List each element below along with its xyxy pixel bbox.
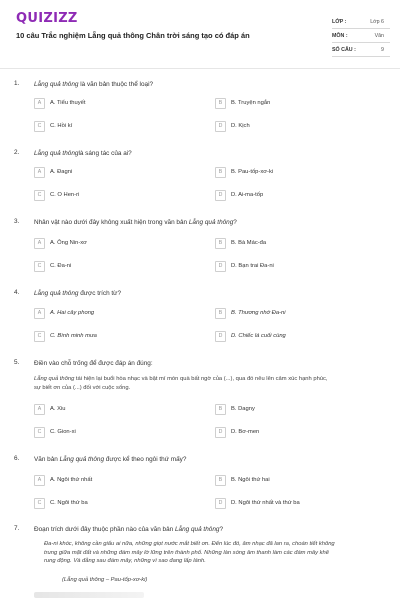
option-text: C. Ngôi thứ ba <box>50 500 88 506</box>
prompt-title: Lẵng quả thông <box>34 81 79 88</box>
prompt-title: Lẵng quả thông <box>188 219 234 226</box>
prompt-title: Lẵng quả thông <box>59 456 105 463</box>
option-b[interactable] <box>215 475 365 487</box>
excerpt-line-2: trung giữa mặt đất và những đám mây lờ lững trên thành phố. Những làn sóng âm thanh làm các đám mây khẽ <box>44 549 330 556</box>
quizizz-logo: QUIZIZZ <box>16 11 78 26</box>
option-letter-box: A <box>34 475 45 486</box>
option-letter-box: C <box>34 498 45 509</box>
option-letter-box: D <box>215 190 226 201</box>
option-letter-box: B <box>215 238 226 249</box>
option-a[interactable] <box>34 404 184 416</box>
question-number: 3. <box>14 218 20 225</box>
question-prompt <box>34 80 384 89</box>
option-text: D. Kịch <box>231 123 250 129</box>
document-title: 10 câu Trắc nghiệm Lẵng quả thông Chân trời sáng tạo có đáp án <box>16 31 250 40</box>
option-text: C. Bình minh mưa <box>50 333 97 339</box>
question-prompt <box>34 218 384 227</box>
meta-grade-label: LỚP : <box>332 19 347 25</box>
question-number: 6. <box>14 455 20 462</box>
option-b[interactable] <box>215 167 365 179</box>
question-prompt <box>34 149 384 158</box>
option-letter-box: C <box>34 427 45 438</box>
option-text: A. Xiu <box>50 406 66 412</box>
option-text: A. Ông Nin-xơ <box>50 240 87 246</box>
option-letter-box: C <box>34 331 45 342</box>
prompt-text: Đoạn trích dưới đây thuộc phần nào của văn bản <box>34 526 175 533</box>
option-letter-box: A <box>34 98 45 109</box>
option-b[interactable] <box>215 98 365 110</box>
option-text: C. O Hen-ri <box>50 192 80 198</box>
option-text: D. Bơ-men <box>231 429 260 435</box>
header-divider <box>0 68 400 69</box>
meta-grade <box>332 16 390 29</box>
prompt-text-end: ? <box>219 526 223 533</box>
option-text: C. Gion-xi <box>50 429 76 435</box>
prompt-title: Lẵng quả thông <box>175 526 220 533</box>
option-text: B. Ngôi thứ hai <box>231 477 270 483</box>
meta-count-value: 9 <box>381 47 384 53</box>
option-letter-box: D <box>215 331 226 342</box>
option-d[interactable] <box>215 190 365 202</box>
option-d[interactable] <box>215 121 365 133</box>
option-text: B. Dagny <box>231 406 255 412</box>
meta-subject <box>332 30 390 43</box>
option-a[interactable] <box>34 238 184 250</box>
option-a[interactable] <box>34 98 184 110</box>
prompt-text: Nhân vật nào dưới đây không xuất hiện trong văn bản <box>34 219 189 226</box>
option-letter-box: D <box>215 121 226 132</box>
meta-count <box>332 44 390 57</box>
meta-grade-value: Lớp 6 <box>370 19 384 25</box>
option-letter-box: A <box>34 238 45 249</box>
option-text: D. Bạn trai Đa-ni <box>231 263 274 269</box>
question-number: 2. <box>14 149 20 156</box>
option-letter-box: B <box>215 167 226 178</box>
option-text: A. Đagni <box>50 169 73 175</box>
prompt-text: là sáng tác của ai? <box>78 150 132 157</box>
excerpt-source: (Lẵng quả thông – Pau-tốp-xơ-ki) <box>62 577 148 583</box>
option-d[interactable] <box>215 498 365 510</box>
option-letter-box: B <box>215 404 226 415</box>
excerpt-line-3: rung động. Và đằng sau đám mây, những vì sao đang lấp lánh. <box>44 558 206 565</box>
prompt-text-end: ? <box>233 219 237 226</box>
option-letter-box: B <box>215 475 226 486</box>
passage-text: tái hiện lại buổi hòa nhạc và bật mí món quà bất ngờ của (...), qua đó nêu lên cảm xúc hạnh phúc, <box>74 376 328 382</box>
option-text: A. Hai cây phong <box>50 310 95 316</box>
prompt-title: Lẵng quả thông <box>34 150 79 157</box>
option-c[interactable] <box>34 190 184 202</box>
option-c[interactable] <box>34 261 184 273</box>
meta-count-label: SỐ CÂU : <box>332 47 356 53</box>
question-prompt: Điền vào chỗ trống để được đáp án đúng: <box>34 360 153 367</box>
prompt-text: Văn bản <box>34 456 60 463</box>
option-text: D. Chiếc lá cuối cùng <box>231 333 286 339</box>
option-c[interactable] <box>34 331 184 343</box>
question-prompt <box>34 289 384 298</box>
prompt-text-end: được kể theo ngôi thứ mấy? <box>104 456 187 463</box>
passage-title: Lẵng quả thông <box>34 376 75 382</box>
option-text: D. Ngôi thứ nhất và thứ ba <box>231 500 300 506</box>
option-letter-box: D <box>215 427 226 438</box>
option-c[interactable] <box>34 121 184 133</box>
option-letter-box: B <box>215 98 226 109</box>
option-d[interactable] <box>215 427 365 439</box>
question-passage <box>34 375 384 392</box>
option-letter-box: C <box>34 121 45 132</box>
meta-subject-value: Văn <box>374 33 384 39</box>
option-d[interactable] <box>215 261 365 273</box>
option-letter-box: A <box>34 167 45 178</box>
option-text: B. Truyện ngắn <box>231 100 271 106</box>
excerpt-line-1: Đa-ni khóc, không cần giấu ai nữa, những giọt nước mắt biết ơn. Đến lúc đó, âm nhạc đã lan ra, choán tiết không <box>44 541 335 547</box>
passage-line-2: sự biết ơn của (...) đối với cuộc sống. <box>34 384 131 391</box>
option-letter-box: D <box>215 498 226 509</box>
option-a[interactable] <box>34 308 184 320</box>
option-text: B. Bà Mác-đa <box>231 240 267 246</box>
option-text: C. Đa-ni <box>50 263 72 269</box>
option-c[interactable] <box>34 498 184 510</box>
option-text: D. Ai-ma-tốp <box>231 192 264 198</box>
question-excerpt <box>44 540 382 566</box>
question-number: 7. <box>14 525 20 532</box>
option-text: A. Ngôi thứ nhất <box>50 477 93 483</box>
option-b[interactable] <box>215 238 365 250</box>
prompt-text: là văn bản thuộc thể loại? <box>78 81 154 88</box>
question-number: 5. <box>14 359 20 366</box>
passage-line-1 <box>34 375 384 384</box>
cutoff-text-fragment <box>34 592 144 598</box>
meta-subject-label: MÔN : <box>332 33 348 39</box>
option-letter-box: D <box>215 261 226 272</box>
option-text: A. Tiểu thuyết <box>50 100 86 106</box>
option-letter-box: C <box>34 190 45 201</box>
option-a[interactable] <box>34 475 184 487</box>
question-prompt <box>34 455 384 464</box>
option-text: B. Thương nhớ Đa-ni <box>231 310 286 316</box>
option-c[interactable] <box>34 427 184 439</box>
option-b[interactable] <box>215 404 365 416</box>
option-letter-box: A <box>34 308 45 319</box>
question-prompt <box>34 525 384 534</box>
option-d[interactable] <box>215 331 365 343</box>
prompt-text: được trích từ? <box>78 290 122 297</box>
question-number: 1. <box>14 80 20 87</box>
option-a[interactable] <box>34 167 184 179</box>
option-letter-box: B <box>215 308 226 319</box>
option-letter-box: C <box>34 261 45 272</box>
question-number: 4. <box>14 289 20 296</box>
document-header <box>0 0 400 66</box>
option-text: B. Pau-tốp-xơ-ki <box>231 169 274 175</box>
prompt-title: Lẵng quả thông <box>34 290 79 297</box>
option-text: C. Hồi kí <box>50 123 73 129</box>
option-letter-box: A <box>34 404 45 415</box>
option-b[interactable] <box>215 308 365 320</box>
